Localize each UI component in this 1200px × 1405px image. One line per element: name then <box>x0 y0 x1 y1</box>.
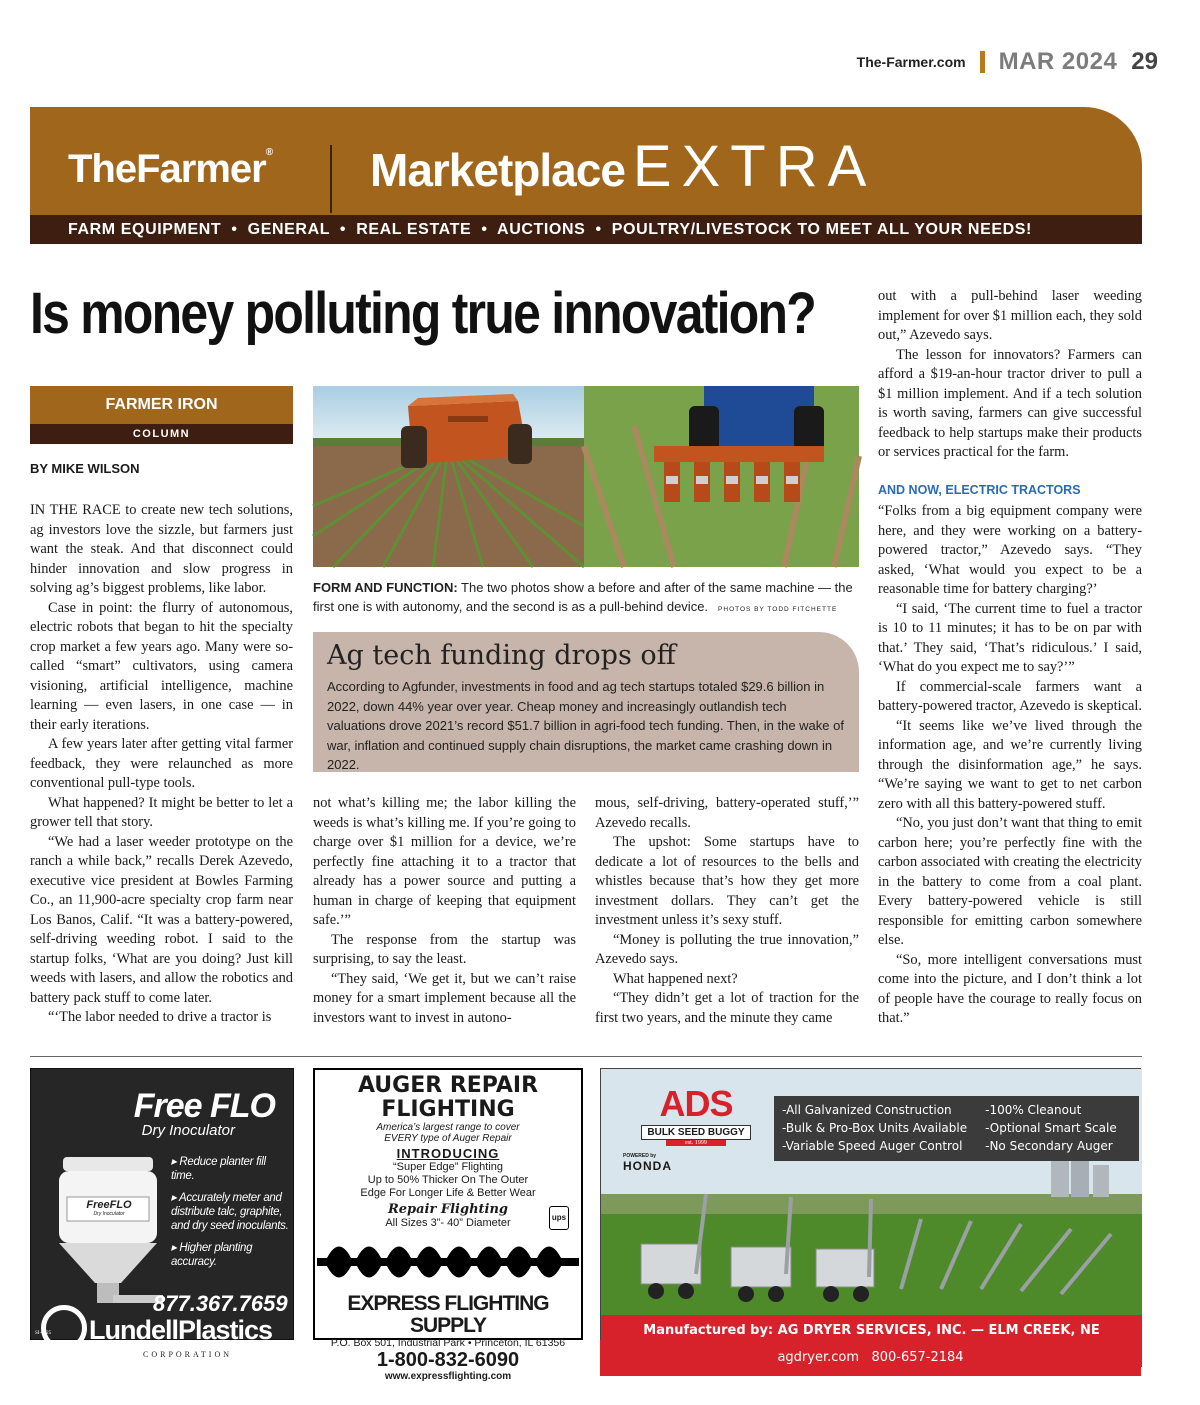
masthead-title <box>370 133 876 200</box>
auger-introducing: INTRODUCING <box>396 1146 500 1161</box>
body-column-4 <box>878 287 1142 1029</box>
inoculator-label-product: Dry Inoculator <box>93 1211 125 1217</box>
feature-item: -Bulk & Pro-Box Units Available <box>782 1121 968 1135</box>
auger-line-2: Up to 50% Thicker On The Outer <box>367 1174 529 1186</box>
sidebar-text: According to Agfunder, investments in food and ag tech startups totaled $29.6 billion in 2022, down 44% year over year. Cheap money and increasingly outlandish tech valuations drove 2021’s record $51.7 billion in agri-food tech funding. Then, in the wake of war, inflation and continued supply chain disruptions, the market came crashing down in 2022. <box>327 679 844 772</box>
ads-est: est. 1999 <box>666 1140 726 1146</box>
honda-logo: HONDA <box>623 1159 672 1173</box>
lundell-corp: CORPORATION <box>139 1350 236 1359</box>
paragraph: “I said, ‘The current time to fuel a tractor is 10 to 11 minutes; it has to be on par with that.’ They said, ‘That’s ridiculous.’ I said, ‘What do you expect me to say?’” <box>878 600 1142 675</box>
paragraph: “So, more intelligent conversations must come into the picture, and I don’t think a lot of people have the courage to really focus on that.” <box>878 951 1142 1026</box>
paragraph: “Folks from a big equipment company were here, and they were working on a battery-powered tractor,” Azevedo says. “They asked, ‘What would you expect to be a reasonable time for battery charging?’ <box>878 503 1142 597</box>
column-name: FARMER IRON <box>30 386 293 424</box>
body-column-2 <box>313 794 576 1028</box>
body-column-1 <box>30 501 293 1028</box>
page-number: 29 <box>1131 48 1158 75</box>
paragraph: IN THE RACE to create new tech solutions, ag investors love the sizzle, but farmers just want the steak. And that disconnect could hinder innovation and slow progress in solving ag’s biggest problems, like labor. <box>30 502 293 596</box>
inoculator-label-brand: FreeFLO <box>86 1199 132 1211</box>
issue-date: MAR 2024 <box>998 48 1118 75</box>
paragraph: “It seems like we’ve lived through the information age, and we’re currently living through the disinformation age,” he says. “We’re saying we want to get to net carbon zero with all this battery-powered stuff. <box>878 717 1142 812</box>
express-address: P.O. Box 501, Industrial Park • Princeton, IL 61356 <box>330 1337 566 1349</box>
auger-tagline-1: America’s largest range to cover <box>376 1122 520 1133</box>
ups-logo-icon: ups <box>549 1206 569 1230</box>
ads-features-box <box>774 1096 1139 1161</box>
masthead-banner <box>30 107 1142 215</box>
features-right <box>985 1101 1117 1156</box>
feature-item: -All Galvanized Construction <box>782 1103 952 1117</box>
caption-text: The two photos show a before and after of the same machine — the first one is with autonomy, and the second is as a pull-behind device. <box>313 580 853 614</box>
bullet-text: Higher planting accuracy. <box>171 1242 253 1268</box>
funding-sidebar <box>313 632 859 772</box>
feature-item: -Optional Smart Scale <box>985 1121 1117 1135</box>
auger-flighting-image <box>317 1231 579 1293</box>
column-tag <box>30 386 293 444</box>
pull-behind-weeder-photo <box>584 386 859 567</box>
bullet: ▸ Reduce planter fill time. <box>171 1156 266 1182</box>
express-flighting-ad[interactable] <box>313 1068 583 1382</box>
photo-credit: PHOTOS BY TODD FITCHETTE <box>718 606 838 613</box>
bullet-text: Reduce planter fill time. <box>171 1156 266 1182</box>
extra-title: EXTRA <box>632 134 877 199</box>
express-flighting-name: EXPRESS FLIGHTING SUPPLY <box>347 1292 549 1337</box>
page-folio <box>857 48 1158 76</box>
subhead: AND NOW, ELECTRIC TRACTORS <box>878 482 1081 497</box>
ads-logo: ADS <box>659 1083 733 1124</box>
paragraph: Case in point: the flurry of autonomous, electric robots that began to hit the specialty crop market a few years ago. Many were so-called “smart” cultivators, using camera visioning, artificial intelligence, machine learning — even lasers, in one case — in their early iterations. <box>30 599 293 733</box>
paragraph: The upshot: Some startups have to dedicate a lot of resources to the bells and whistles because that’s how they get more investment dollars. They can’t get the investment unless it’s sexy stuff. <box>595 834 859 928</box>
paragraph: mous, self-driving, battery-operated stuff,’” Azevedo recalls. <box>595 795 859 831</box>
paragraph: “No, you just don’t want that thing to emit carbon here; you’re perfectly fine with the carbon associated with creating the electricity in the battery to come from a coal plant. Every battery-powered vehicle is still responsible for emitting carbon somewhere else. <box>878 815 1142 948</box>
auger-line-3: Edge For Longer Life & Better Wear <box>360 1187 536 1199</box>
auger-sizes: All Sizes 3”- 40” Diameter <box>385 1217 511 1229</box>
site-url: The-Farmer.com <box>856 54 966 70</box>
ads-contact <box>600 1350 1141 1365</box>
ad-code: SI-0125 <box>35 1331 52 1336</box>
paragraph: “We had a laser weeder prototype on the ranch a while back,” recalls Derek Azevedo, executive vice president at Bowles Farming Co., an 11,900-acre specialty crop farm near Los Banos, Calif. “It was a battery-powered, self-driving weeding robot. I said to the startup folks, ‘What are you doing? Just kill weeds with lasers, and allow the robotics and battery pack stuff to come later. <box>30 833 293 1006</box>
express-phone[interactable]: 1-800-832-6090 <box>376 1349 520 1371</box>
the-farmer-logo: TheFarmer® <box>68 147 273 191</box>
paragraph: “Money is polluting the true innovation,” Azevedo says. <box>595 931 859 967</box>
body-column-3 <box>595 794 859 1028</box>
freeflo-bullets <box>171 1155 289 1269</box>
article-photos <box>313 386 859 567</box>
powered-by: POWERED by <box>623 1153 657 1159</box>
marketplace-title: Marketplace <box>370 144 625 196</box>
bullet: ▸ Higher planting accuracy. <box>171 1242 253 1268</box>
sidebar-title: Ag tech funding drops off <box>327 640 676 671</box>
paragraph: What happened next? <box>613 970 738 987</box>
express-website[interactable]: www.expressflighting.com <box>384 1371 512 1382</box>
freeflo-logo: Free FLO <box>133 1087 275 1125</box>
lundell-logo-icon <box>41 1305 87 1351</box>
auger-title-2: FLIGHTING <box>381 1097 515 1122</box>
ads-product: BULK SEED BUGGY <box>641 1125 751 1140</box>
bullet: ▸ Accurately meter and distribute talc, graphite, and dry seed inoculants. <box>171 1192 289 1232</box>
feature-item: -Variable Speed Auger Control <box>782 1139 963 1153</box>
freeflo-brand <box>134 1087 275 1139</box>
paragraph: A few years later after getting vital farmer feedback, they were relaunched as more conventional pull-type tools. <box>30 736 293 791</box>
folio-divider <box>980 51 985 73</box>
ad-divider-rule <box>30 1056 1142 1057</box>
auger-tagline-2: EVERY type of Auger Repair <box>384 1133 512 1144</box>
ads-bulk-seed-buggy-ad[interactable] <box>600 1068 1141 1340</box>
inoculator-image <box>53 1157 163 1307</box>
auger-title-1: AUGER REPAIR <box>357 1073 539 1098</box>
autonomous-weeder-photo <box>313 386 584 567</box>
section-masthead <box>30 107 1142 244</box>
byline: BY MIKE WILSON <box>30 461 140 476</box>
features-left <box>782 1101 967 1156</box>
paragraph: What happened? It might be better to let a grower tell that story. <box>30 794 293 830</box>
paragraph: out with a pull-behind laser weeding implement for over $1 million each, they sold out,” Azevedo says. <box>878 288 1142 343</box>
photo-caption <box>313 578 859 619</box>
lundell-name: LundellPlastics <box>89 1315 273 1345</box>
logo-text: TheFarmer <box>68 147 266 191</box>
ads-footer-extension <box>600 1340 1141 1376</box>
ads-website[interactable]: agdryer.com <box>777 1350 860 1365</box>
paragraph: not what’s killing me; the labor killing the weeds is what’s killing me. If you’re going to charge over $1 million for a device, we’re perfectly fine attaching it to a tractor that already has a power source and putting a human in charge of keeping that equipment safe.’” <box>313 795 576 928</box>
auger-line-1: “Super Edge” Flighting <box>392 1161 504 1173</box>
paragraph: The response from the startup was surprising, to say the least. <box>313 931 576 967</box>
column-label: COLUMN <box>30 424 293 444</box>
paragraph: “They said, ‘We get it, but we can’t raise money for a smart implement because all the investors want to invest in autono- <box>313 970 576 1026</box>
caption-lead: FORM AND FUNCTION: <box>313 580 458 595</box>
paragraph: The lesson for innovators? Farmers can afford a $19-an-hour tractor driver to pull a $1 million implement. And if a tech solution is worth saving, farmers can give successful feedback to help startups make their products or services practical for the farm. <box>878 346 1142 460</box>
ads-logo-block <box>641 1083 751 1146</box>
freeflo-product: Dry Inoculator <box>141 1122 235 1139</box>
ads-phone[interactable]: 800-657-2184 <box>871 1350 964 1365</box>
ads-manufacturer: Manufactured by: AG DRYER SERVICES, INC. — ELM CREEK, NE <box>643 1323 1100 1338</box>
article-headline: Is money polluting true innovation? <box>30 281 815 346</box>
freeflo-ad[interactable] <box>30 1068 294 1359</box>
paragraph: “‘The labor needed to drive a tractor is <box>48 1009 272 1025</box>
bullet-text: Accurately meter and distribute talc, graphite, and dry seed inoculants. <box>171 1192 289 1232</box>
category-bar: FARM EQUIPMENT • GENERAL • REAL ESTATE • AUCTIONS • POULTRY/LIVESTOCK TO MEET ALL YOUR NEEDS! <box>30 215 1142 244</box>
paragraph: “They didn’t get a lot of traction for the first two years, and the minute they came <box>595 990 859 1026</box>
feature-item: -No Secondary Auger <box>985 1139 1113 1153</box>
inoculator-label <box>69 1199 149 1217</box>
honda-block <box>623 1153 672 1173</box>
freeflo-phone[interactable]: 877.367.7659 <box>153 1291 288 1316</box>
masthead-divider <box>330 145 332 213</box>
paragraph: If commercial-scale farmers want a battery-powered tractor, Azevedo is skeptical. <box>878 678 1142 714</box>
feature-item: -100% Cleanout <box>985 1103 1082 1117</box>
auger-repair-flighting: Repair Flighting <box>387 1202 509 1217</box>
